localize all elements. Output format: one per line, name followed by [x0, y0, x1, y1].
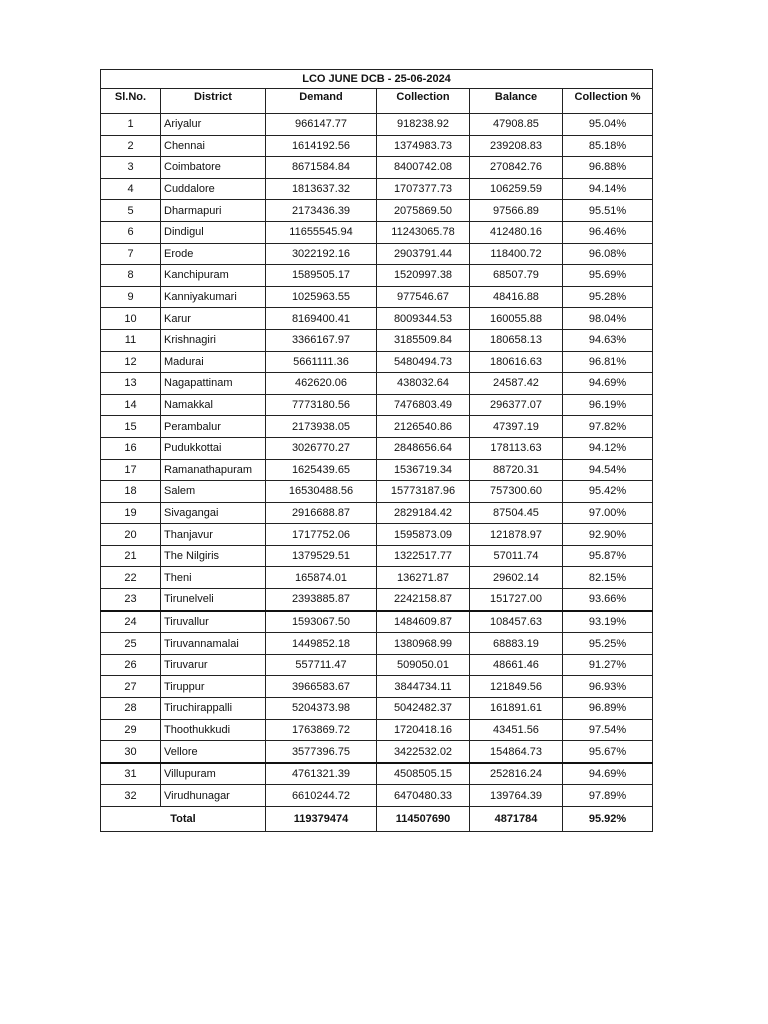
- row-collection: 1520997.38: [377, 265, 470, 287]
- row-demand: 1813637.32: [266, 178, 377, 200]
- header-collection-percent: Collection %: [563, 89, 653, 114]
- row-district: Tiruvarur: [161, 654, 266, 676]
- row-demand: 462620.06: [266, 373, 377, 395]
- row-sl-no: 19: [101, 502, 161, 524]
- row-collection: 1536719.34: [377, 459, 470, 481]
- row-collection: 15773187.96: [377, 481, 470, 503]
- row-collection: 5480494.73: [377, 351, 470, 373]
- row-district: Erode: [161, 243, 266, 265]
- row-balance: 29602.14: [470, 567, 563, 589]
- total-label: Total: [101, 807, 266, 832]
- row-balance: 412480.16: [470, 221, 563, 243]
- row-demand: 6610244.72: [266, 785, 377, 807]
- table-row: [101, 633, 653, 655]
- row-collection-percent: 93.19%: [563, 611, 653, 633]
- dcb-report-sheet: [100, 69, 652, 832]
- row-collection: 2829184.42: [377, 502, 470, 524]
- row-collection-percent: 95.28%: [563, 286, 653, 308]
- row-collection: 8400742.08: [377, 157, 470, 179]
- row-demand: 1717752.06: [266, 524, 377, 546]
- row-collection-percent: 95.51%: [563, 200, 653, 222]
- row-district: Thoothukkudi: [161, 719, 266, 741]
- row-district: Ariyalur: [161, 114, 266, 136]
- row-balance: 43451.56: [470, 719, 563, 741]
- row-demand: 11655545.94: [266, 221, 377, 243]
- row-demand: 1589505.17: [266, 265, 377, 287]
- row-balance: 296377.07: [470, 394, 563, 416]
- row-collection: 6470480.33: [377, 785, 470, 807]
- row-district: Virudhunagar: [161, 785, 266, 807]
- row-balance: 252816.24: [470, 763, 563, 785]
- row-sl-no: 32: [101, 785, 161, 807]
- table-row: [101, 394, 653, 416]
- row-district: Karur: [161, 308, 266, 330]
- row-sl-no: 7: [101, 243, 161, 265]
- row-collection-percent: 92.90%: [563, 524, 653, 546]
- row-balance: 151727.00: [470, 589, 563, 611]
- row-demand: 2173436.39: [266, 200, 377, 222]
- row-collection: 8009344.53: [377, 308, 470, 330]
- row-demand: 2173938.05: [266, 416, 377, 438]
- row-collection-percent: 96.46%: [563, 221, 653, 243]
- row-sl-no: 29: [101, 719, 161, 741]
- row-collection: 1595873.09: [377, 524, 470, 546]
- table-row: [101, 741, 653, 763]
- row-district: Salem: [161, 481, 266, 503]
- row-collection-percent: 95.67%: [563, 741, 653, 763]
- row-collection: 977546.67: [377, 286, 470, 308]
- row-balance: 88720.31: [470, 459, 563, 481]
- row-collection-percent: 97.54%: [563, 719, 653, 741]
- row-demand: 2393885.87: [266, 589, 377, 611]
- row-collection: 1720418.16: [377, 719, 470, 741]
- table-row: [101, 416, 653, 438]
- row-demand: 1593067.50: [266, 611, 377, 633]
- row-collection-percent: 96.93%: [563, 676, 653, 698]
- row-balance: 108457.63: [470, 611, 563, 633]
- row-balance: 68507.79: [470, 265, 563, 287]
- row-collection-percent: 98.04%: [563, 308, 653, 330]
- total-row: [101, 807, 653, 832]
- table-row: [101, 373, 653, 395]
- table-row: [101, 719, 653, 741]
- row-collection-percent: 95.87%: [563, 545, 653, 567]
- row-collection-percent: 96.19%: [563, 394, 653, 416]
- row-collection: 2126540.86: [377, 416, 470, 438]
- table-row: [101, 135, 653, 157]
- row-sl-no: 26: [101, 654, 161, 676]
- table-row: [101, 589, 653, 611]
- table-row: [101, 459, 653, 481]
- row-collection-percent: 94.63%: [563, 329, 653, 351]
- header-balance: Balance: [470, 89, 563, 114]
- row-sl-no: 28: [101, 698, 161, 720]
- row-sl-no: 12: [101, 351, 161, 373]
- row-sl-no: 16: [101, 437, 161, 459]
- row-balance: 47397.19: [470, 416, 563, 438]
- row-collection-percent: 94.69%: [563, 763, 653, 785]
- row-demand: 4761321.39: [266, 763, 377, 785]
- row-sl-no: 4: [101, 178, 161, 200]
- row-sl-no: 24: [101, 611, 161, 633]
- row-district: Thanjavur: [161, 524, 266, 546]
- table-row: [101, 502, 653, 524]
- row-sl-no: 6: [101, 221, 161, 243]
- table-row: [101, 567, 653, 589]
- row-collection: 4508505.15: [377, 763, 470, 785]
- row-collection-percent: 96.81%: [563, 351, 653, 373]
- row-collection: 509050.01: [377, 654, 470, 676]
- row-sl-no: 27: [101, 676, 161, 698]
- row-demand: 3366167.97: [266, 329, 377, 351]
- header-row: [101, 89, 653, 114]
- row-demand: 5204373.98: [266, 698, 377, 720]
- row-collection-percent: 97.89%: [563, 785, 653, 807]
- row-demand: 3966583.67: [266, 676, 377, 698]
- row-collection: 2075869.50: [377, 200, 470, 222]
- row-demand: 7773180.56: [266, 394, 377, 416]
- table-row: [101, 351, 653, 373]
- header-district: District: [161, 89, 266, 114]
- row-demand: 1025963.55: [266, 286, 377, 308]
- row-collection: 2242158.87: [377, 589, 470, 611]
- row-collection-percent: 82.15%: [563, 567, 653, 589]
- row-district: Coimbatore: [161, 157, 266, 179]
- row-demand: 3026770.27: [266, 437, 377, 459]
- row-district: The Nilgiris: [161, 545, 266, 567]
- row-collection-percent: 95.25%: [563, 633, 653, 655]
- row-collection-percent: 91.27%: [563, 654, 653, 676]
- row-balance: 121878.97: [470, 524, 563, 546]
- row-sl-no: 5: [101, 200, 161, 222]
- row-balance: 48416.88: [470, 286, 563, 308]
- row-collection: 7476803.49: [377, 394, 470, 416]
- row-sl-no: 30: [101, 741, 161, 763]
- table-row: [101, 157, 653, 179]
- table-row: [101, 221, 653, 243]
- row-collection: 1484609.87: [377, 611, 470, 633]
- row-collection-percent: 95.04%: [563, 114, 653, 136]
- row-balance: 106259.59: [470, 178, 563, 200]
- row-district: Perambalur: [161, 416, 266, 438]
- table-row: [101, 329, 653, 351]
- row-balance: 180658.13: [470, 329, 563, 351]
- row-district: Krishnagiri: [161, 329, 266, 351]
- row-balance: 97566.89: [470, 200, 563, 222]
- row-demand: 1614192.56: [266, 135, 377, 157]
- row-balance: 24587.42: [470, 373, 563, 395]
- row-balance: 57011.74: [470, 545, 563, 567]
- table-row: [101, 654, 653, 676]
- table-row: [101, 243, 653, 265]
- row-collection: 438032.64: [377, 373, 470, 395]
- table-row: [101, 698, 653, 720]
- row-district: Tiruvallur: [161, 611, 266, 633]
- row-balance: 178113.63: [470, 437, 563, 459]
- row-sl-no: 22: [101, 567, 161, 589]
- row-balance: 180616.63: [470, 351, 563, 373]
- row-collection-percent: 94.54%: [563, 459, 653, 481]
- row-balance: 87504.45: [470, 502, 563, 524]
- table-row: [101, 524, 653, 546]
- row-district: Tirunelveli: [161, 589, 266, 611]
- row-sl-no: 2: [101, 135, 161, 157]
- row-balance: 47908.85: [470, 114, 563, 136]
- row-demand: 16530488.56: [266, 481, 377, 503]
- row-collection-percent: 94.12%: [563, 437, 653, 459]
- dcb-table: [100, 69, 653, 832]
- row-demand: 8169400.41: [266, 308, 377, 330]
- row-collection-percent: 93.66%: [563, 589, 653, 611]
- row-balance: 270842.76: [470, 157, 563, 179]
- table-row: [101, 178, 653, 200]
- row-collection-percent: 97.00%: [563, 502, 653, 524]
- row-demand: 966147.77: [266, 114, 377, 136]
- row-collection: 918238.92: [377, 114, 470, 136]
- row-balance: 68883.19: [470, 633, 563, 655]
- table-row: [101, 265, 653, 287]
- row-demand: 2916688.87: [266, 502, 377, 524]
- row-collection: 1374983.73: [377, 135, 470, 157]
- row-district: Dharmapuri: [161, 200, 266, 222]
- row-balance: 154864.73: [470, 741, 563, 763]
- header-collection: Collection: [377, 89, 470, 114]
- total-balance: 4871784: [470, 807, 563, 832]
- row-collection-percent: 95.42%: [563, 481, 653, 503]
- row-district: Vellore: [161, 741, 266, 763]
- row-collection-percent: 94.14%: [563, 178, 653, 200]
- row-demand: 165874.01: [266, 567, 377, 589]
- row-sl-no: 17: [101, 459, 161, 481]
- row-district: Chennai: [161, 135, 266, 157]
- row-collection: 5042482.37: [377, 698, 470, 720]
- row-collection-percent: 96.89%: [563, 698, 653, 720]
- table-row: [101, 481, 653, 503]
- table-row: [101, 611, 653, 633]
- row-sl-no: 20: [101, 524, 161, 546]
- table-row: [101, 200, 653, 222]
- row-collection: 1707377.73: [377, 178, 470, 200]
- table-row: [101, 763, 653, 785]
- row-collection: 3844734.11: [377, 676, 470, 698]
- row-balance: 757300.60: [470, 481, 563, 503]
- row-district: Madurai: [161, 351, 266, 373]
- header-demand: Demand: [266, 89, 377, 114]
- table-row: [101, 437, 653, 459]
- row-demand: 1763869.72: [266, 719, 377, 741]
- table-row: [101, 676, 653, 698]
- table-row: [101, 114, 653, 136]
- row-sl-no: 25: [101, 633, 161, 655]
- row-district: Tiruvannamalai: [161, 633, 266, 655]
- row-district: Namakkal: [161, 394, 266, 416]
- row-collection-percent: 95.69%: [563, 265, 653, 287]
- table-row: [101, 545, 653, 567]
- row-collection: 1322517.77: [377, 545, 470, 567]
- row-collection: 11243065.78: [377, 221, 470, 243]
- row-district: Cuddalore: [161, 178, 266, 200]
- row-demand: 1379529.51: [266, 545, 377, 567]
- row-collection-percent: 94.69%: [563, 373, 653, 395]
- row-sl-no: 18: [101, 481, 161, 503]
- row-collection: 3185509.84: [377, 329, 470, 351]
- total-demand: 119379474: [266, 807, 377, 832]
- row-demand: 3577396.75: [266, 741, 377, 763]
- row-collection: 2848656.64: [377, 437, 470, 459]
- title-row: [101, 70, 653, 89]
- row-balance: 118400.72: [470, 243, 563, 265]
- row-sl-no: 31: [101, 763, 161, 785]
- row-demand: 1449852.18: [266, 633, 377, 655]
- table-row: [101, 308, 653, 330]
- row-balance: 161891.61: [470, 698, 563, 720]
- table-row: [101, 785, 653, 807]
- row-district: Villupuram: [161, 763, 266, 785]
- row-balance: 160055.88: [470, 308, 563, 330]
- row-sl-no: 10: [101, 308, 161, 330]
- row-collection: 136271.87: [377, 567, 470, 589]
- row-sl-no: 13: [101, 373, 161, 395]
- row-collection-percent: 96.08%: [563, 243, 653, 265]
- row-sl-no: 21: [101, 545, 161, 567]
- row-collection: 3422532.02: [377, 741, 470, 763]
- row-sl-no: 8: [101, 265, 161, 287]
- row-collection-percent: 96.88%: [563, 157, 653, 179]
- row-sl-no: 14: [101, 394, 161, 416]
- row-district: Tiruppur: [161, 676, 266, 698]
- table-row: [101, 286, 653, 308]
- row-collection: 1380968.99: [377, 633, 470, 655]
- row-balance: 121849.56: [470, 676, 563, 698]
- row-sl-no: 23: [101, 589, 161, 611]
- row-collection-percent: 97.82%: [563, 416, 653, 438]
- row-sl-no: 15: [101, 416, 161, 438]
- row-balance: 48661.46: [470, 654, 563, 676]
- row-district: Nagapattinam: [161, 373, 266, 395]
- row-district: Kanchipuram: [161, 265, 266, 287]
- row-collection-percent: 85.18%: [563, 135, 653, 157]
- row-demand: 5661111.36: [266, 351, 377, 373]
- report-title: LCO JUNE DCB - 25-06-2024: [101, 70, 653, 89]
- row-demand: 3022192.16: [266, 243, 377, 265]
- row-balance: 239208.83: [470, 135, 563, 157]
- row-demand: 8671584.84: [266, 157, 377, 179]
- row-district: Ramanathapuram: [161, 459, 266, 481]
- total-collection-percent: 95.92%: [563, 807, 653, 832]
- row-district: Theni: [161, 567, 266, 589]
- row-district: Kanniyakumari: [161, 286, 266, 308]
- table-body: [101, 114, 653, 807]
- row-district: Dindigul: [161, 221, 266, 243]
- row-sl-no: 9: [101, 286, 161, 308]
- row-balance: 139764.39: [470, 785, 563, 807]
- row-district: Sivagangai: [161, 502, 266, 524]
- header-sl-no: Sl.No.: [101, 89, 161, 114]
- row-sl-no: 3: [101, 157, 161, 179]
- total-collection: 114507690: [377, 807, 470, 832]
- row-district: Tiruchirappalli: [161, 698, 266, 720]
- row-demand: 557711.47: [266, 654, 377, 676]
- row-sl-no: 11: [101, 329, 161, 351]
- row-demand: 1625439.65: [266, 459, 377, 481]
- row-collection: 2903791.44: [377, 243, 470, 265]
- row-district: Pudukkottai: [161, 437, 266, 459]
- row-sl-no: 1: [101, 114, 161, 136]
